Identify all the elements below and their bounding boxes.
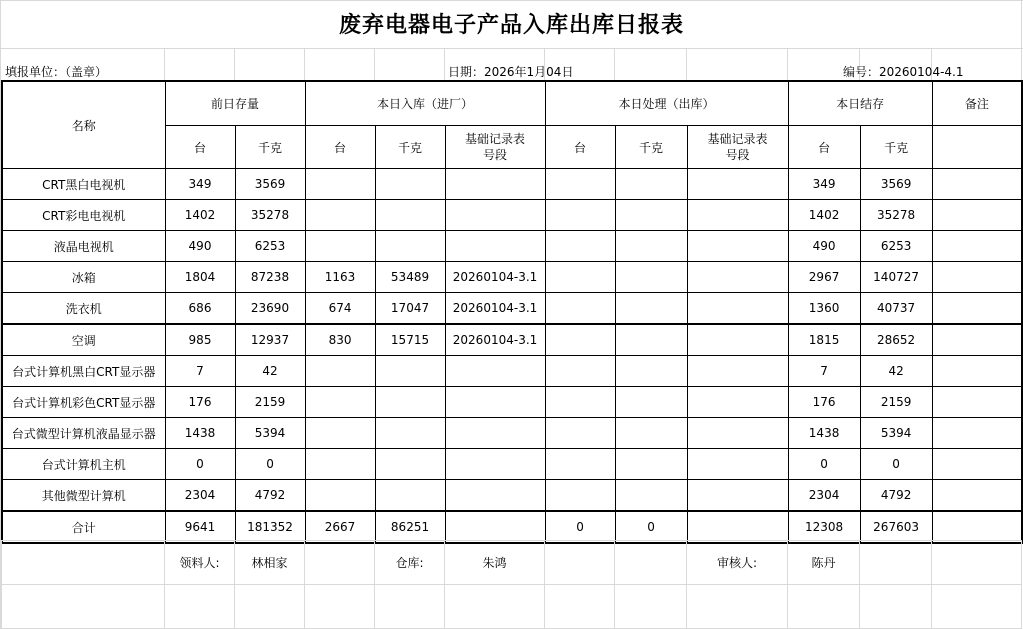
header-prev-stock: 前日存量 [165,81,305,126]
out-record-range [687,511,788,543]
in-record-range [445,511,545,543]
stock-units: 2967 [788,262,860,293]
in-kg [375,200,445,231]
grid-line [0,0,1023,1]
remark [932,511,1022,543]
out-record-range [687,418,788,449]
prev-kg: 181352 [235,511,305,543]
stock-kg: 0 [860,449,932,480]
out-record-range [687,356,788,387]
in-units [305,231,375,262]
out-record-range [687,449,788,480]
remark [932,293,1022,325]
in-units: 2667 [305,511,375,543]
stock-units: 2304 [788,480,860,512]
header-units: 台 [545,126,615,169]
header-units: 台 [165,126,235,169]
header-record-line1: 基础记录表 [707,132,768,146]
prev-units: 1402 [165,200,235,231]
out-kg [615,262,687,293]
table-row [2,449,1022,480]
item-name: CRT黑白电视机 [2,169,165,200]
header-row-1 [2,81,1022,126]
out-units [545,169,615,200]
out-record-range [687,293,788,325]
remark [932,169,1022,200]
item-name: 台式计算机主机 [2,449,165,480]
prev-kg: 0 [235,449,305,480]
table-row [2,324,1022,356]
prev-units: 9641 [165,511,235,543]
table-row [2,480,1022,512]
out-record-range [687,200,788,231]
header-record-line2: 号段 [483,148,508,162]
remark [932,480,1022,512]
out-units [545,231,615,262]
header-kg: 千克 [375,126,445,169]
reviewer-label: 审核人: [687,541,788,585]
item-name: CRT彩电电视机 [2,200,165,231]
prev-kg: 5394 [235,418,305,449]
prev-kg: 23690 [235,293,305,325]
header-inbound: 本日入库（进厂） [305,81,545,126]
prev-units: 349 [165,169,235,200]
table-row [2,169,1022,200]
remark [932,200,1022,231]
out-record-range [687,262,788,293]
out-kg [615,387,687,418]
signature-area [1,540,1022,629]
prev-kg: 2159 [235,387,305,418]
out-record-range [687,169,788,200]
in-units [305,480,375,512]
remark [932,387,1022,418]
grid-line [787,48,788,80]
prev-units: 2304 [165,480,235,512]
in-kg: 17047 [375,293,445,325]
report-number: 编号：20260104-4.1 [843,65,964,79]
in-kg [375,169,445,200]
reviewer-name: 陈丹 [788,541,860,585]
stock-units: 490 [788,231,860,262]
grid-line [164,48,165,80]
header-kg: 千克 [860,126,932,169]
prev-units: 985 [165,324,235,356]
out-units [545,356,615,387]
prev-kg: 3569 [235,169,305,200]
item-name: 台式微型计算机液晶显示器 [2,418,165,449]
prev-units: 490 [165,231,235,262]
in-units [305,387,375,418]
item-name: 洗衣机 [2,293,165,325]
prev-kg: 12937 [235,324,305,356]
remark [932,418,1022,449]
out-record-range [687,324,788,356]
in-record-range: 20260104-3.1 [445,324,545,356]
header-stock: 本日结存 [788,81,932,126]
grid-line [234,48,235,80]
in-kg [375,231,445,262]
warehouse-name: 朱鸿 [445,541,545,585]
remark [932,231,1022,262]
out-record-range [687,231,788,262]
out-units [545,293,615,325]
in-record-range [445,449,545,480]
header-kg: 千克 [235,126,305,169]
table-row [2,356,1022,387]
grid-line [686,48,687,80]
receiver-label: 领料人: [165,541,235,585]
in-kg: 86251 [375,511,445,543]
grid-line [0,48,1023,49]
out-units [545,200,615,231]
stock-kg: 28652 [860,324,932,356]
in-units: 830 [305,324,375,356]
total-row [2,511,1022,543]
in-units [305,356,375,387]
grid-line [304,48,305,80]
grid-line [374,48,375,80]
item-name: 台式计算机黑白CRT显示器 [2,356,165,387]
out-kg [615,200,687,231]
out-kg [615,169,687,200]
in-kg [375,356,445,387]
in-record-range: 20260104-3.1 [445,293,545,325]
item-name: 台式计算机彩色CRT显示器 [2,387,165,418]
out-record-range [687,387,788,418]
out-kg [615,356,687,387]
stock-kg: 40737 [860,293,932,325]
header-name: 名称 [2,81,165,169]
in-kg [375,449,445,480]
stock-units: 0 [788,449,860,480]
out-kg [615,293,687,325]
out-record-range [687,480,788,512]
in-kg [375,480,445,512]
header-record-range [687,126,788,169]
in-record-range [445,200,545,231]
grid-line [614,48,615,80]
stock-units: 349 [788,169,860,200]
reporting-unit: 填报单位：（盖章） [5,65,108,79]
stock-units: 176 [788,387,860,418]
item-name: 合计 [2,511,165,543]
out-units: 0 [545,511,615,543]
in-units [305,418,375,449]
table-row [2,293,1022,325]
table-row [2,231,1022,262]
in-record-range [445,356,545,387]
receiver-name: 林相家 [235,541,305,585]
out-kg [615,418,687,449]
item-name: 空调 [2,324,165,356]
header-record-range [445,126,545,169]
stock-units: 1438 [788,418,860,449]
stock-kg: 2159 [860,387,932,418]
stock-kg: 35278 [860,200,932,231]
out-units [545,449,615,480]
out-kg [615,231,687,262]
in-record-range: 20260104-3.1 [445,262,545,293]
header-remarks: 备注 [932,81,1022,126]
in-units: 1163 [305,262,375,293]
stock-kg: 140727 [860,262,932,293]
signature-row [2,541,1022,585]
out-units [545,324,615,356]
prev-units: 1438 [165,418,235,449]
header-remarks-blank [932,126,1022,169]
stock-units: 1360 [788,293,860,325]
prev-units: 0 [165,449,235,480]
grid-line [444,48,445,80]
header-units: 台 [788,126,860,169]
table-row [2,418,1022,449]
out-kg: 0 [615,511,687,543]
stock-units: 1402 [788,200,860,231]
out-units [545,387,615,418]
in-units [305,169,375,200]
out-kg [615,449,687,480]
prev-units: 7 [165,356,235,387]
prev-kg: 87238 [235,262,305,293]
prev-kg: 42 [235,356,305,387]
remark [932,324,1022,356]
prev-kg: 35278 [235,200,305,231]
stock-kg: 267603 [860,511,932,543]
stock-units: 12308 [788,511,860,543]
header-record-line1: 基础记录表 [465,132,526,146]
prev-units: 686 [165,293,235,325]
table-row [2,387,1022,418]
stock-kg: 42 [860,356,932,387]
in-kg [375,418,445,449]
remark [932,449,1022,480]
stock-kg: 5394 [860,418,932,449]
in-kg: 15715 [375,324,445,356]
item-name: 冰箱 [2,262,165,293]
blank-row [2,585,1022,629]
in-record-range [445,418,545,449]
table-row [2,200,1022,231]
in-units [305,449,375,480]
header-kg: 千克 [615,126,687,169]
out-units [545,480,615,512]
in-units: 674 [305,293,375,325]
out-kg [615,480,687,512]
report-title: 废弃电器电子产品入库出库日报表 [338,13,684,38]
stock-kg: 3569 [860,169,932,200]
remark [932,262,1022,293]
prev-kg: 6253 [235,231,305,262]
stock-kg: 4792 [860,480,932,512]
remark [932,356,1022,387]
warehouse-label: 仓库: [375,541,445,585]
in-record-range [445,231,545,262]
header-units: 台 [305,126,375,169]
report-date: 日期：2026年1月04日 [448,65,574,79]
in-record-range [445,387,545,418]
header-record-line2: 号段 [725,148,750,162]
stock-units: 1815 [788,324,860,356]
out-units [545,262,615,293]
stock-units: 7 [788,356,860,387]
prev-kg: 4792 [235,480,305,512]
in-units [305,200,375,231]
prev-units: 176 [165,387,235,418]
item-name: 液晶电视机 [2,231,165,262]
header-processed: 本日处理（出库） [545,81,788,126]
out-kg [615,324,687,356]
inventory-table [1,80,1023,544]
in-record-range [445,169,545,200]
stock-kg: 6253 [860,231,932,262]
in-kg [375,387,445,418]
in-kg: 53489 [375,262,445,293]
out-units [545,418,615,449]
prev-units: 1804 [165,262,235,293]
item-name: 其他微型计算机 [2,480,165,512]
in-record-range [445,480,545,512]
table-row [2,262,1022,293]
